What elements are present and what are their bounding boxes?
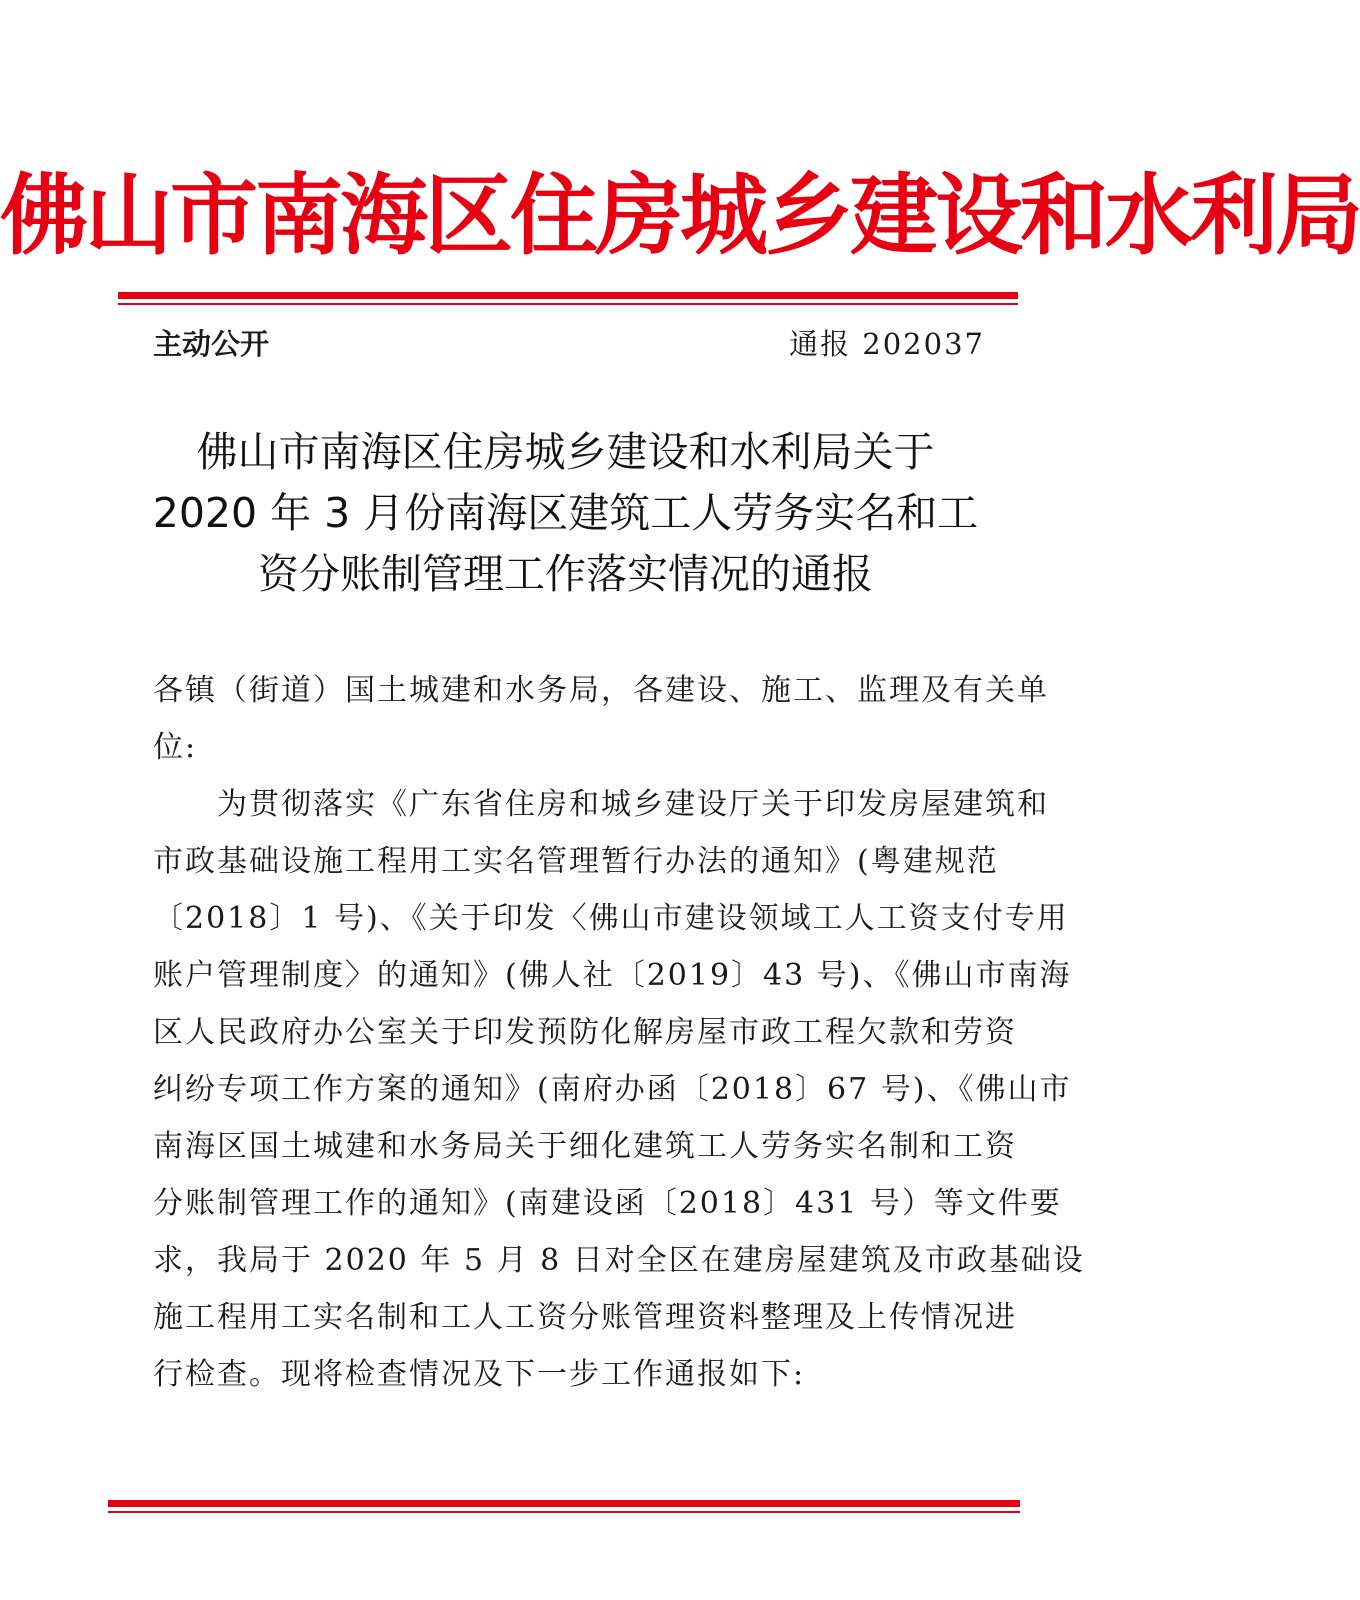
masthead-red-rule: [118, 292, 1018, 305]
footer-red-rule: [108, 1500, 1020, 1513]
disclosure-label: 主动公开: [153, 327, 270, 361]
document-body: [153, 662, 1085, 1403]
body-line: 市政基础设施工程用工实名管理暂行办法的通知》(粤建规范: [153, 844, 999, 879]
body-line: 区人民政府办公室关于印发预防化解房屋市政工程欠款和劳资: [153, 1015, 1017, 1050]
body-line: 施工程用工实名制和工人工资分账管理资料整理及上传情况进: [153, 1300, 1017, 1335]
title-line: 佛山市南海区住房城乡建设和水利局关于: [196, 428, 935, 476]
document-title: [100, 422, 1031, 605]
body-line: 南海区国土城建和水务局关于细化建筑工人劳务实名制和工资: [153, 1129, 1017, 1164]
body-line: 求，我局于 2020 年 5 月 8 日对全区在建房屋建筑及市政基础设: [153, 1243, 1085, 1278]
body-line: 各镇（街道）国土城建和水务局，各建设、施工、监理及有关单: [153, 673, 1049, 708]
body-line: 位:: [153, 730, 198, 765]
masthead-org-name: 佛山市南海区住房城乡建设和水利局: [0, 163, 1360, 267]
title-line: 资分账制管理工作落实情况的通报: [258, 550, 873, 598]
body-line: 行检查。现将检查情况及下一步工作通报如下:: [153, 1357, 806, 1392]
body-line: 〔2018〕1 号)、《关于印发〈佛山市建设领域工人工资支付专用: [153, 901, 1069, 936]
title-line: 2020 年 3 月份南海区建筑工人劳务实名和工: [152, 489, 979, 537]
body-line: 纠纷专项工作方案的通知》(南府办函〔2018〕67 号)、《佛山市: [153, 1072, 1072, 1107]
body-line: 为贯彻落实《广东省住房和城乡建设厅关于印发房屋建筑和: [153, 787, 1049, 822]
document-number: 通报 202037: [789, 327, 985, 361]
body-line: 账户管理制度〉的通知》(佛人社〔2019〕43 号)、《佛山市南海: [153, 958, 1072, 993]
body-line: 分账制管理工作的通知》(南建设函〔2018〕431 号）等文件要: [153, 1186, 1062, 1221]
